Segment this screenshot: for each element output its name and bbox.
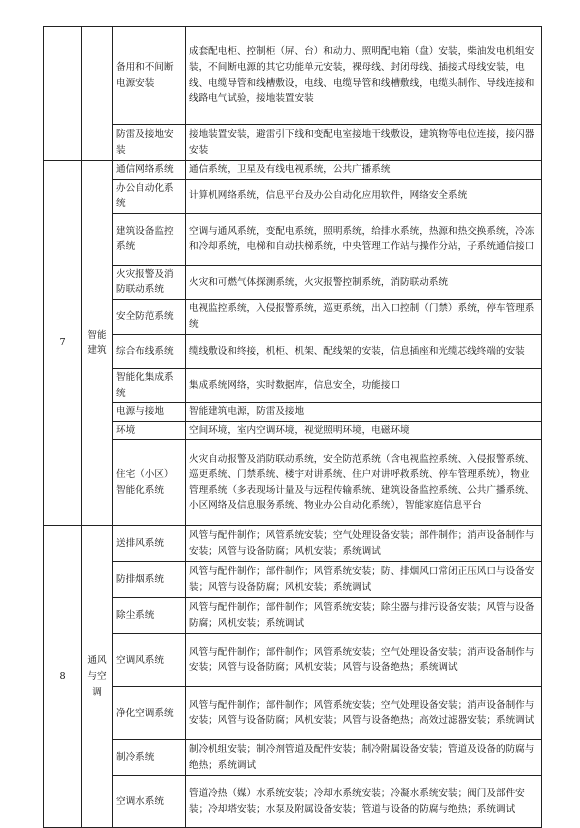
table-row <box>44 740 542 776</box>
subdivision-name: 环境 <box>113 421 186 440</box>
table-row <box>44 598 542 634</box>
division-name <box>82 27 113 161</box>
subdivision-content: 风管与配件制作；部件制作；风管系统安装；防、排烟风口常闭正压风口与设备安装；风管与设备防腐；风机安装；系统调试 <box>186 562 542 598</box>
subdivision-name: 通信网络系统 <box>113 161 186 180</box>
subdivision-name: 防排烟系统 <box>113 562 186 598</box>
row-number: 8 <box>44 526 82 828</box>
subdivision-name: 办公自动化系统 <box>113 179 186 213</box>
subdivision-content: 管道冷热（媒）水系统安装；冷却水系统安装；冷凝水系统安装；阀门及部件安装；冷却塔安装；水泵及附属设备安装；管道与设备的防腐与绝热；系统调试 <box>186 776 542 828</box>
table-row <box>44 161 542 180</box>
division-name: 通风与空调 <box>82 526 113 828</box>
table-row <box>44 125 542 161</box>
subdivision-name: 制冷系统 <box>113 740 186 776</box>
table-row <box>44 299 542 334</box>
row-number: 7 <box>44 161 82 526</box>
subdivision-content: 火灾自动报警及消防联动系统，安全防范系统（含电视监控系统、入侵报警系统、巡更系统、门禁系统、楼宇对讲系统、住户对讲呼救系统、停车管理系统），物业管理系统（多表现场计量及与远程传输系统、建筑设备监控系统、公共广播系统、小区网络及信息服务系统、物业办公自动化系统），智能家庭信息平台 <box>186 440 542 526</box>
table-row <box>44 634 542 687</box>
subdivision-name: 除尘系统 <box>113 598 186 634</box>
subdivision-name: 防雷及接地安装 <box>113 125 186 161</box>
table-row <box>44 421 542 440</box>
table-row <box>44 403 542 422</box>
subdivision-name: 建筑设备监控系统 <box>113 213 186 265</box>
subdivision-name: 火灾报警及消防联动系统 <box>113 265 186 299</box>
table-row <box>44 265 542 299</box>
subdivision-name: 智能化集成系统 <box>113 368 186 402</box>
subdivision-name: 净化空调系统 <box>113 687 186 740</box>
subdivision-content: 空间环境，室内空调环境，视觉照明环境，电磁环境 <box>186 421 542 440</box>
table-row <box>44 687 542 740</box>
table-row <box>44 368 542 402</box>
table-row <box>44 562 542 598</box>
table-row <box>44 440 542 526</box>
division-name: 智能建筑 <box>82 161 113 526</box>
subdivision-content: 通信系统，卫星及有线电视系统，公共广播系统 <box>186 161 542 180</box>
subdivision-content: 计算机网络系统，信息平台及办公自动化应用软件，网络安全系统 <box>186 179 542 213</box>
subdivision-name: 电源与接地 <box>113 403 186 422</box>
table-row <box>44 526 542 562</box>
subdivision-content: 空调与通风系统，变配电系统，照明系统，给排水系统，热源和热交换系统，冷冻和冷却系统，电梯和自动扶梯系统，中央管理工作站与操作分站，子系统通信接口 <box>186 213 542 265</box>
table-row <box>44 334 542 368</box>
subdivision-content: 制冷机组安装；制冷剂管道及配件安装；制冷附属设备安装；管道及设备的防腐与绝热；系统调试 <box>186 740 542 776</box>
subdivision-content: 风管与配件制作；风管系统安装；空气处理设备安装；部件制作；消声设备制作与安装；风管与设备防腐；风机安装；系统调试 <box>186 526 542 562</box>
subdivision-content: 风管与配件制作；部件制作；风管系统安装；空气处理设备安装；消声设备制作与安装；风管与设备防腐；风机安装；风管与设备绝热；系统调试 <box>186 634 542 687</box>
table-row <box>44 179 542 213</box>
table-row <box>44 776 542 828</box>
subdivision-content: 智能建筑电源，防雷及接地 <box>186 403 542 422</box>
subdivision-name: 空调水系统 <box>113 776 186 828</box>
subdivision-content: 集成系统网络，实时数据库，信息安全，功能接口 <box>186 368 542 402</box>
subdivision-name: 住宅（小区）智能化系统 <box>113 440 186 526</box>
subdivision-name: 备用和不间断电源安装 <box>113 27 186 125</box>
row-number <box>44 27 82 161</box>
table-row <box>44 213 542 265</box>
subdivision-name: 空调风系统 <box>113 634 186 687</box>
subdivision-name: 安全防范系统 <box>113 299 186 334</box>
subdivision-name: 送排风系统 <box>113 526 186 562</box>
subdivision-content: 风管与配件制作；部件制作；风管系统安装；空气处理设备安装；消声设备制作与安装；风管与设备防腐；风机安装；风管与设备绝热；高效过滤器安装；系统调试 <box>186 687 542 740</box>
construction-division-table <box>43 26 542 828</box>
subdivision-content: 接地装置安装，避雷引下线和变配电室接地干线敷设，建筑物等电位连接，接闪器安装 <box>186 125 542 161</box>
table-row <box>44 27 542 125</box>
subdivision-content: 火灾和可燃气体探测系统，火灾报警控制系统，消防联动系统 <box>186 265 542 299</box>
subdivision-name: 综合布线系统 <box>113 334 186 368</box>
subdivision-content: 缆线敷设和终接，机柜、机架、配线架的安装，信息插座和光缆芯线终端的安装 <box>186 334 542 368</box>
subdivision-content: 成套配电柜、控制柜（屏、台）和动力、照明配电箱（盘）安装，柴油发电机组安装，不间断电源的其它功能单元安装，裸母线、封闭母线、插接式母线安装，电线、电缆导管和线槽敷设，电线、电缆导管和线槽敷线，电缆头制作、导线连接和线路电气试验，接地装置安装 <box>186 27 542 125</box>
subdivision-content: 风管与配件制作；部件制作；风管系统安装；除尘器与排污设备安装；风管与设备防腐；风机安装；系统调试 <box>186 598 542 634</box>
subdivision-content: 电视监控系统，入侵报警系统，巡更系统，出入口控制（门禁）系统，停车管理系统 <box>186 299 542 334</box>
